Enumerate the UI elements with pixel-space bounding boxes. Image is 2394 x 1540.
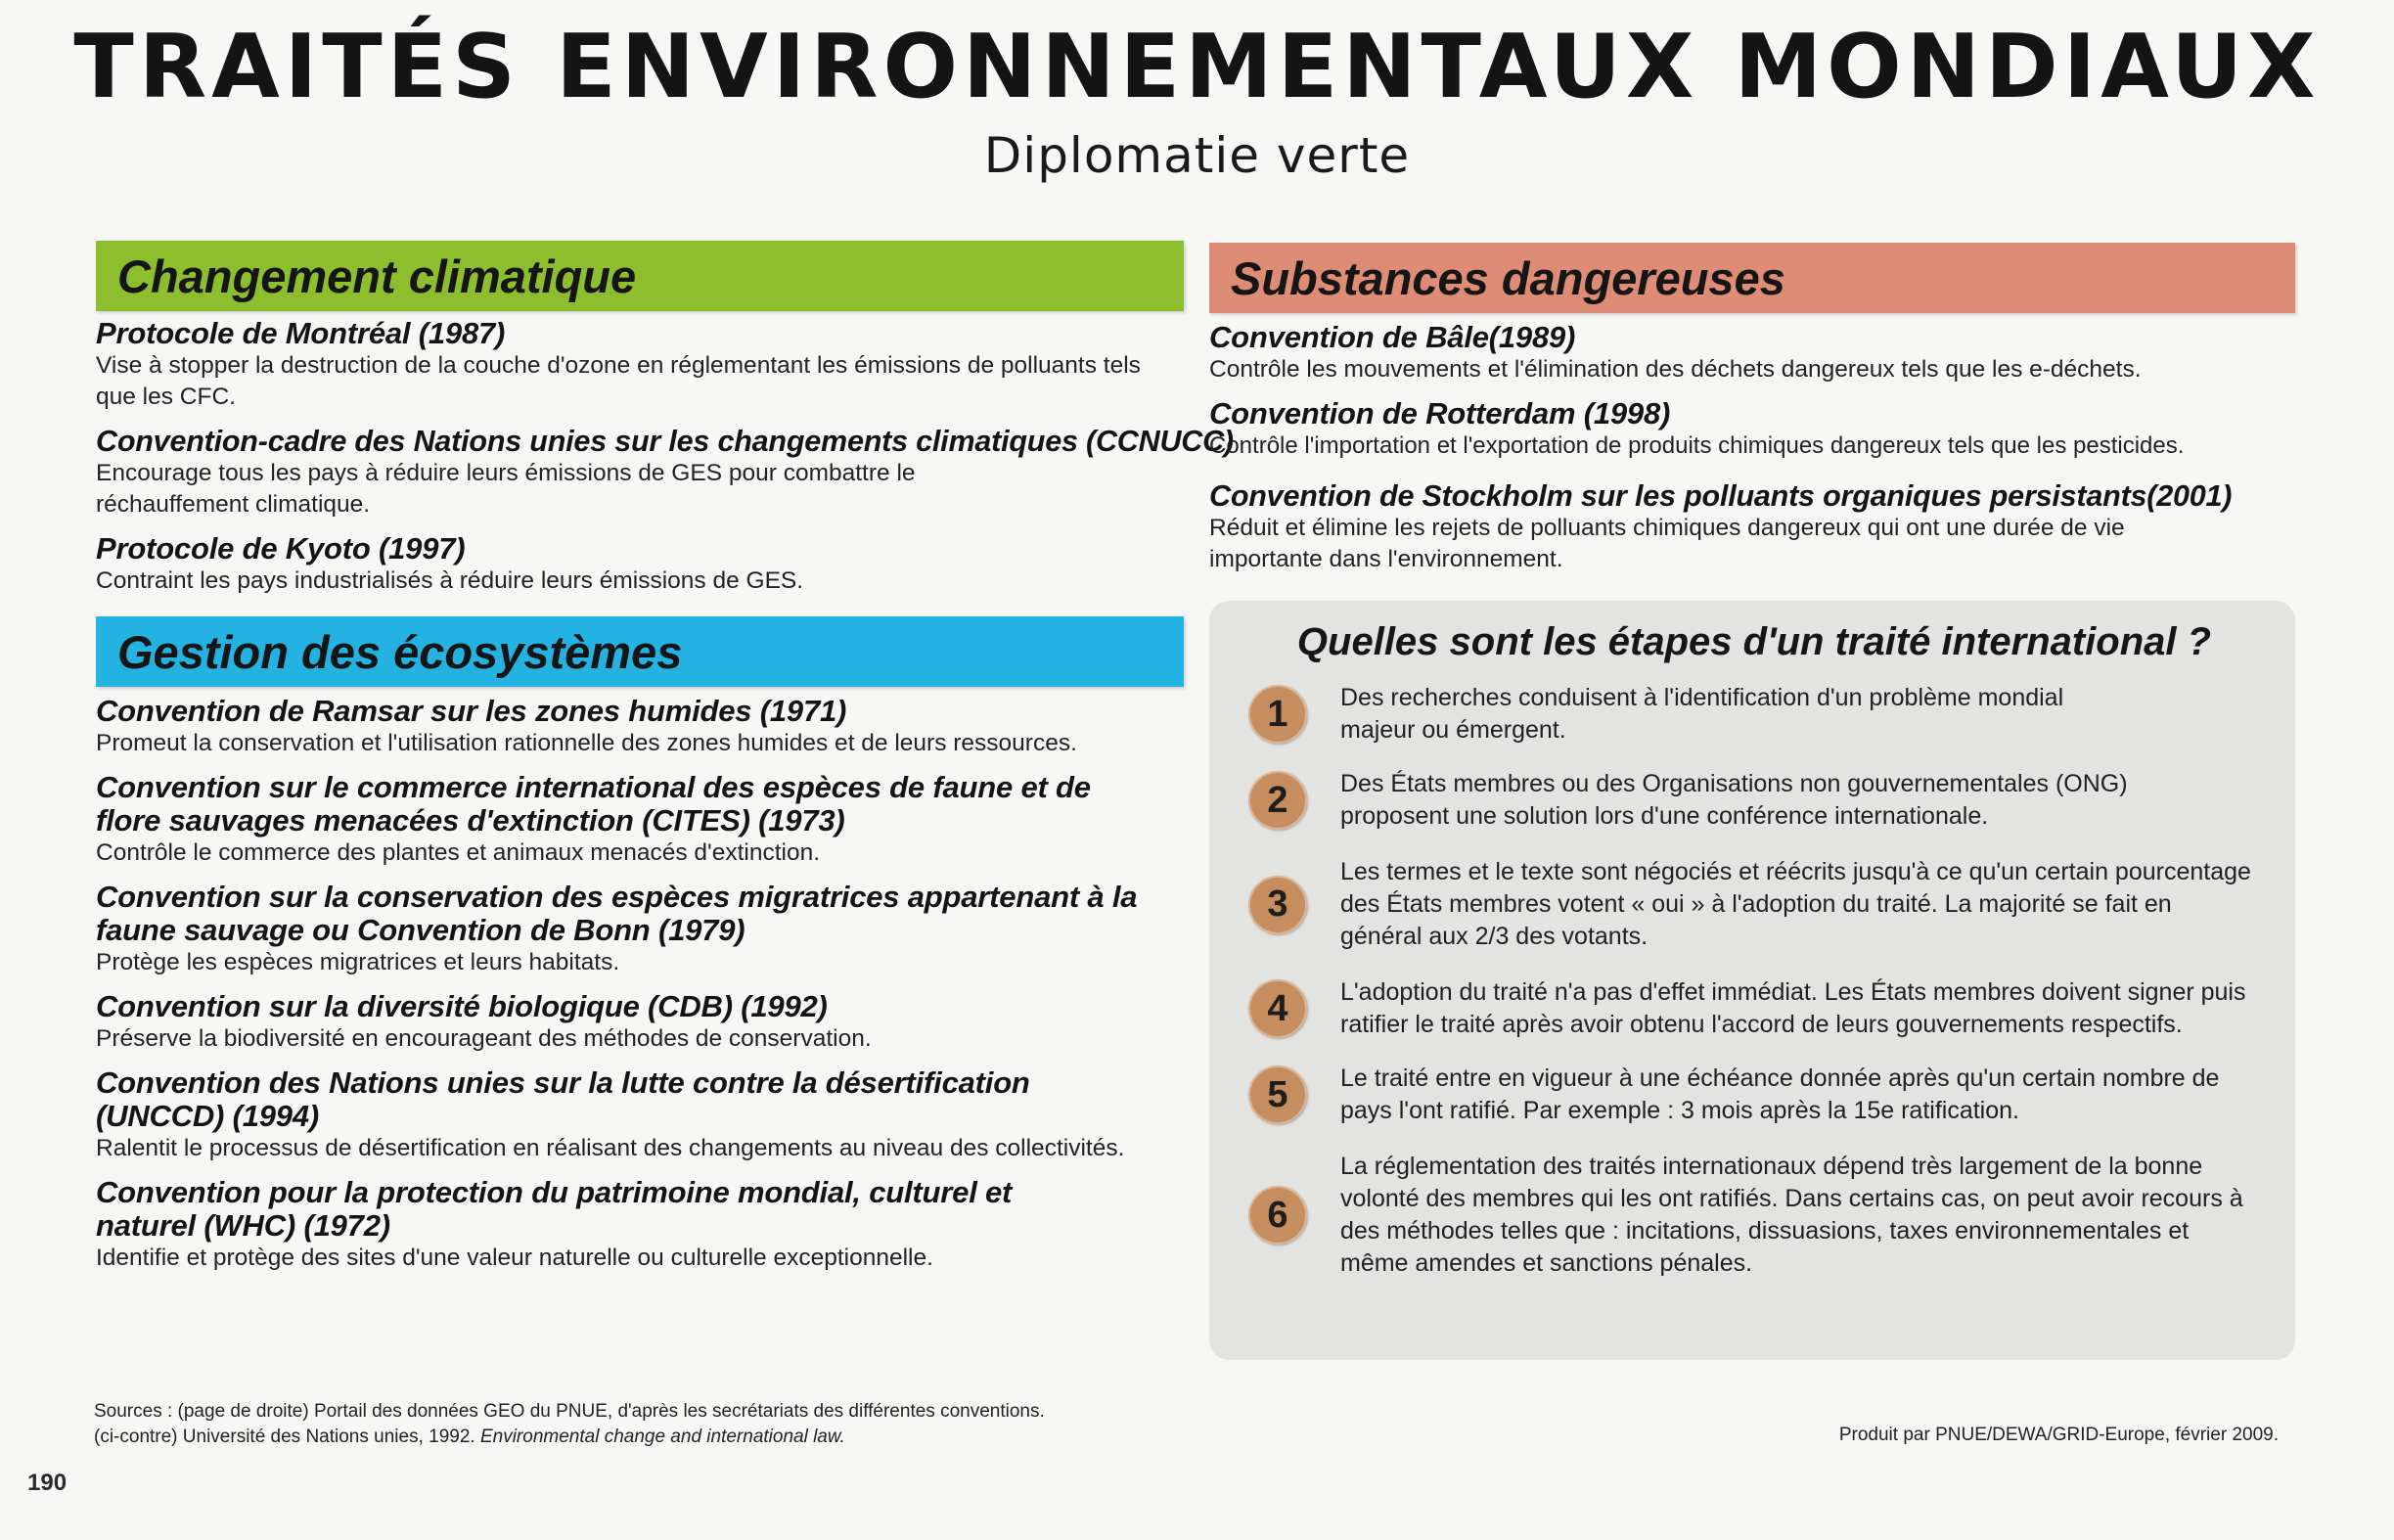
step-item bbox=[1248, 1151, 2260, 1280]
page-subtitle: Diplomatie verte bbox=[983, 127, 1411, 184]
step-number-badge: 3 bbox=[1248, 876, 1307, 934]
step-number-badge: 4 bbox=[1248, 979, 1307, 1038]
sources-footnote bbox=[94, 1399, 1268, 1450]
treaty-entry bbox=[96, 532, 1184, 597]
step-text: Les termes et le texte sont négociés et réécrits jusqu'à ce qu'un certain pourcentage des États membres votent « oui » à l'adoption du traité. La majorité se fait en général aux 2/3 des votants. bbox=[1340, 858, 2251, 950]
page-title: TRAITÉS ENVIRONNEMENTAUX MONDIAUX bbox=[73, 16, 2321, 118]
treaty-description: Contraint les pays industrialisés à réduire leurs émissions de GES. bbox=[96, 567, 804, 594]
treaty-description: Protège les espèces migratrices et leurs habitats. bbox=[96, 949, 620, 975]
ecosystems-heading: Gestion des écosystèmes bbox=[96, 616, 1184, 687]
treaty-entry bbox=[1209, 479, 2295, 575]
step-item bbox=[1248, 976, 2260, 1041]
treaty-entry bbox=[96, 1176, 1184, 1274]
treaty-description: Contrôle les mouvements et l'élimination des déchets dangereux tels que les e-déchets. bbox=[1209, 356, 2142, 383]
step-item bbox=[1248, 682, 2260, 747]
step-text: La réglementation des traités internationaux dépend très largement de la bonne volonté des membres qui les ont ratifiés. Dans certains cas, on peut avoir recours à des méthodes telles que : incitations, dissuasions, taxes environnementales et même amendes et sanctions pénales. bbox=[1340, 1153, 2243, 1277]
step-item bbox=[1248, 856, 2260, 953]
treaty-entry bbox=[96, 990, 1184, 1055]
treaty-description: Contrôle l'importation et l'exportation de produits chimiques dangereux tels que les pesticides. bbox=[1209, 432, 2185, 459]
climate-heading: Changement climatique bbox=[96, 241, 1184, 311]
left-column bbox=[96, 241, 1234, 1274]
step-number-badge: 1 bbox=[1248, 685, 1307, 744]
sources-line-2-italic: Environmental change and international law. bbox=[479, 1427, 845, 1447]
treaty-title: Convention sur la conservation des espèces migratrices appartenant à la faune sauvage ou Convention de Bonn (1979) bbox=[96, 880, 1138, 947]
step-number-badge: 5 bbox=[1248, 1065, 1307, 1124]
step-item bbox=[1248, 768, 2260, 833]
treaty-title: Convention des Nations unies sur la lutte contre la désertification (UNCCD) (1994) bbox=[96, 1065, 1030, 1133]
step-text: L'adoption du traité n'a pas d'effet immédiat. Les États membres doivent signer puis ratifier le traité après avoir obtenu l'accord de leurs gouvernements respectifs. bbox=[1340, 978, 2246, 1038]
treaty-description: Vise à stopper la destruction de la couche d'ozone en réglementant les émissions de polluants tels que les CFC. bbox=[96, 352, 1141, 410]
right-column bbox=[1209, 243, 2295, 1360]
treaty-entry bbox=[1209, 397, 2295, 462]
treaty-entry bbox=[96, 1066, 1184, 1164]
treaty-description: Promeut la conservation et l'utilisation rationnelle des zones humides et de leurs ressources. bbox=[96, 730, 1077, 756]
treaty-entry bbox=[96, 425, 1234, 521]
treaty-title: Convention de Ramsar sur les zones humides (1971) bbox=[96, 694, 847, 728]
treaty-steps-panel bbox=[1209, 601, 2295, 1360]
step-number-badge: 2 bbox=[1248, 771, 1307, 830]
step-number-badge: 6 bbox=[1248, 1186, 1307, 1245]
treaty-entry bbox=[96, 881, 1184, 978]
steps-title: Quelles sont les étapes d'un traité international ? bbox=[1296, 620, 2212, 663]
treaty-description: Contrôle le commerce des plantes et animaux menacés d'extinction. bbox=[96, 839, 821, 866]
treaty-title: Convention sur le commerce international des espèces de faune et de flore sauvages menacées d'extinction (CITES) (1973) bbox=[96, 770, 1091, 838]
step-text: Des recherches conduisent à l'identification d'un problème mondial majeur ou émergent. bbox=[1340, 684, 2064, 744]
treaty-description: Identifie et protège des sites d'une valeur naturelle ou culturelle exceptionnelle. bbox=[96, 1245, 933, 1271]
treaty-description: Réduit et élimine les rejets de polluants chimiques dangereux qui ont une durée de vie importante dans l'environnement. bbox=[1209, 515, 2125, 572]
treaty-title: Convention pour la protection du patrimoine mondial, culturel et naturel (WHC) (1972) bbox=[96, 1175, 1013, 1243]
sources-line-2 bbox=[94, 1425, 1268, 1450]
treaty-description: Préserve la biodiversité en encourageant des méthodes de conservation. bbox=[96, 1025, 872, 1052]
treaty-title: Convention de Stockholm sur les polluants organiques persistants(2001) bbox=[1209, 479, 2233, 513]
step-item bbox=[1248, 1063, 2260, 1127]
page-number: 190 bbox=[27, 1470, 68, 1496]
treaty-entry bbox=[96, 317, 1184, 413]
treaty-description: Encourage tous les pays à réduire leurs émissions de GES pour combattre le réchauffement climatique. bbox=[96, 460, 916, 518]
treaty-title: Convention de Bâle(1989) bbox=[1209, 320, 1576, 354]
treaty-title: Protocole de Kyoto (1997) bbox=[96, 531, 466, 566]
sources-line-1: Sources : (page de droite) Portail des données GEO du PNUE, d'après les secrétariats des différentes conventions. bbox=[94, 1401, 1045, 1422]
treaty-title: Convention sur la diversité biologique (CDB) (1992) bbox=[96, 989, 828, 1023]
hazardous-heading: Substances dangereuses bbox=[1209, 243, 2295, 313]
treaty-title: Convention-cadre des Nations unies sur les changements climatiques (CCNUCC) bbox=[96, 425, 1234, 458]
step-text: Des États membres ou des Organisations non gouvernementales (ONG) proposent une solution lors d'une conférence internationale. bbox=[1340, 770, 2128, 830]
treaty-title: Convention de Rotterdam (1998) bbox=[1209, 396, 1671, 430]
production-credit: Produit par PNUE/DEWA/GRID-Europe, février 2009. bbox=[1838, 1425, 2279, 1445]
treaty-entry bbox=[96, 771, 1184, 869]
treaty-entry bbox=[1209, 321, 2295, 385]
treaty-description: Ralentit le processus de désertification en réalisant des changements au niveau des collectivités. bbox=[96, 1135, 1125, 1161]
sources-line-2-prefix: (ci-contre) Université des Nations unies, 1992. bbox=[94, 1427, 480, 1447]
step-text: Le traité entre en vigueur à une échéance donnée après qu'un certain nombre de pays l'ont ratifié. Par exemple : 3 mois après la 15e ratification. bbox=[1340, 1064, 2220, 1124]
treaty-entry bbox=[96, 695, 1184, 759]
treaty-title: Protocole de Montréal (1987) bbox=[96, 316, 506, 350]
